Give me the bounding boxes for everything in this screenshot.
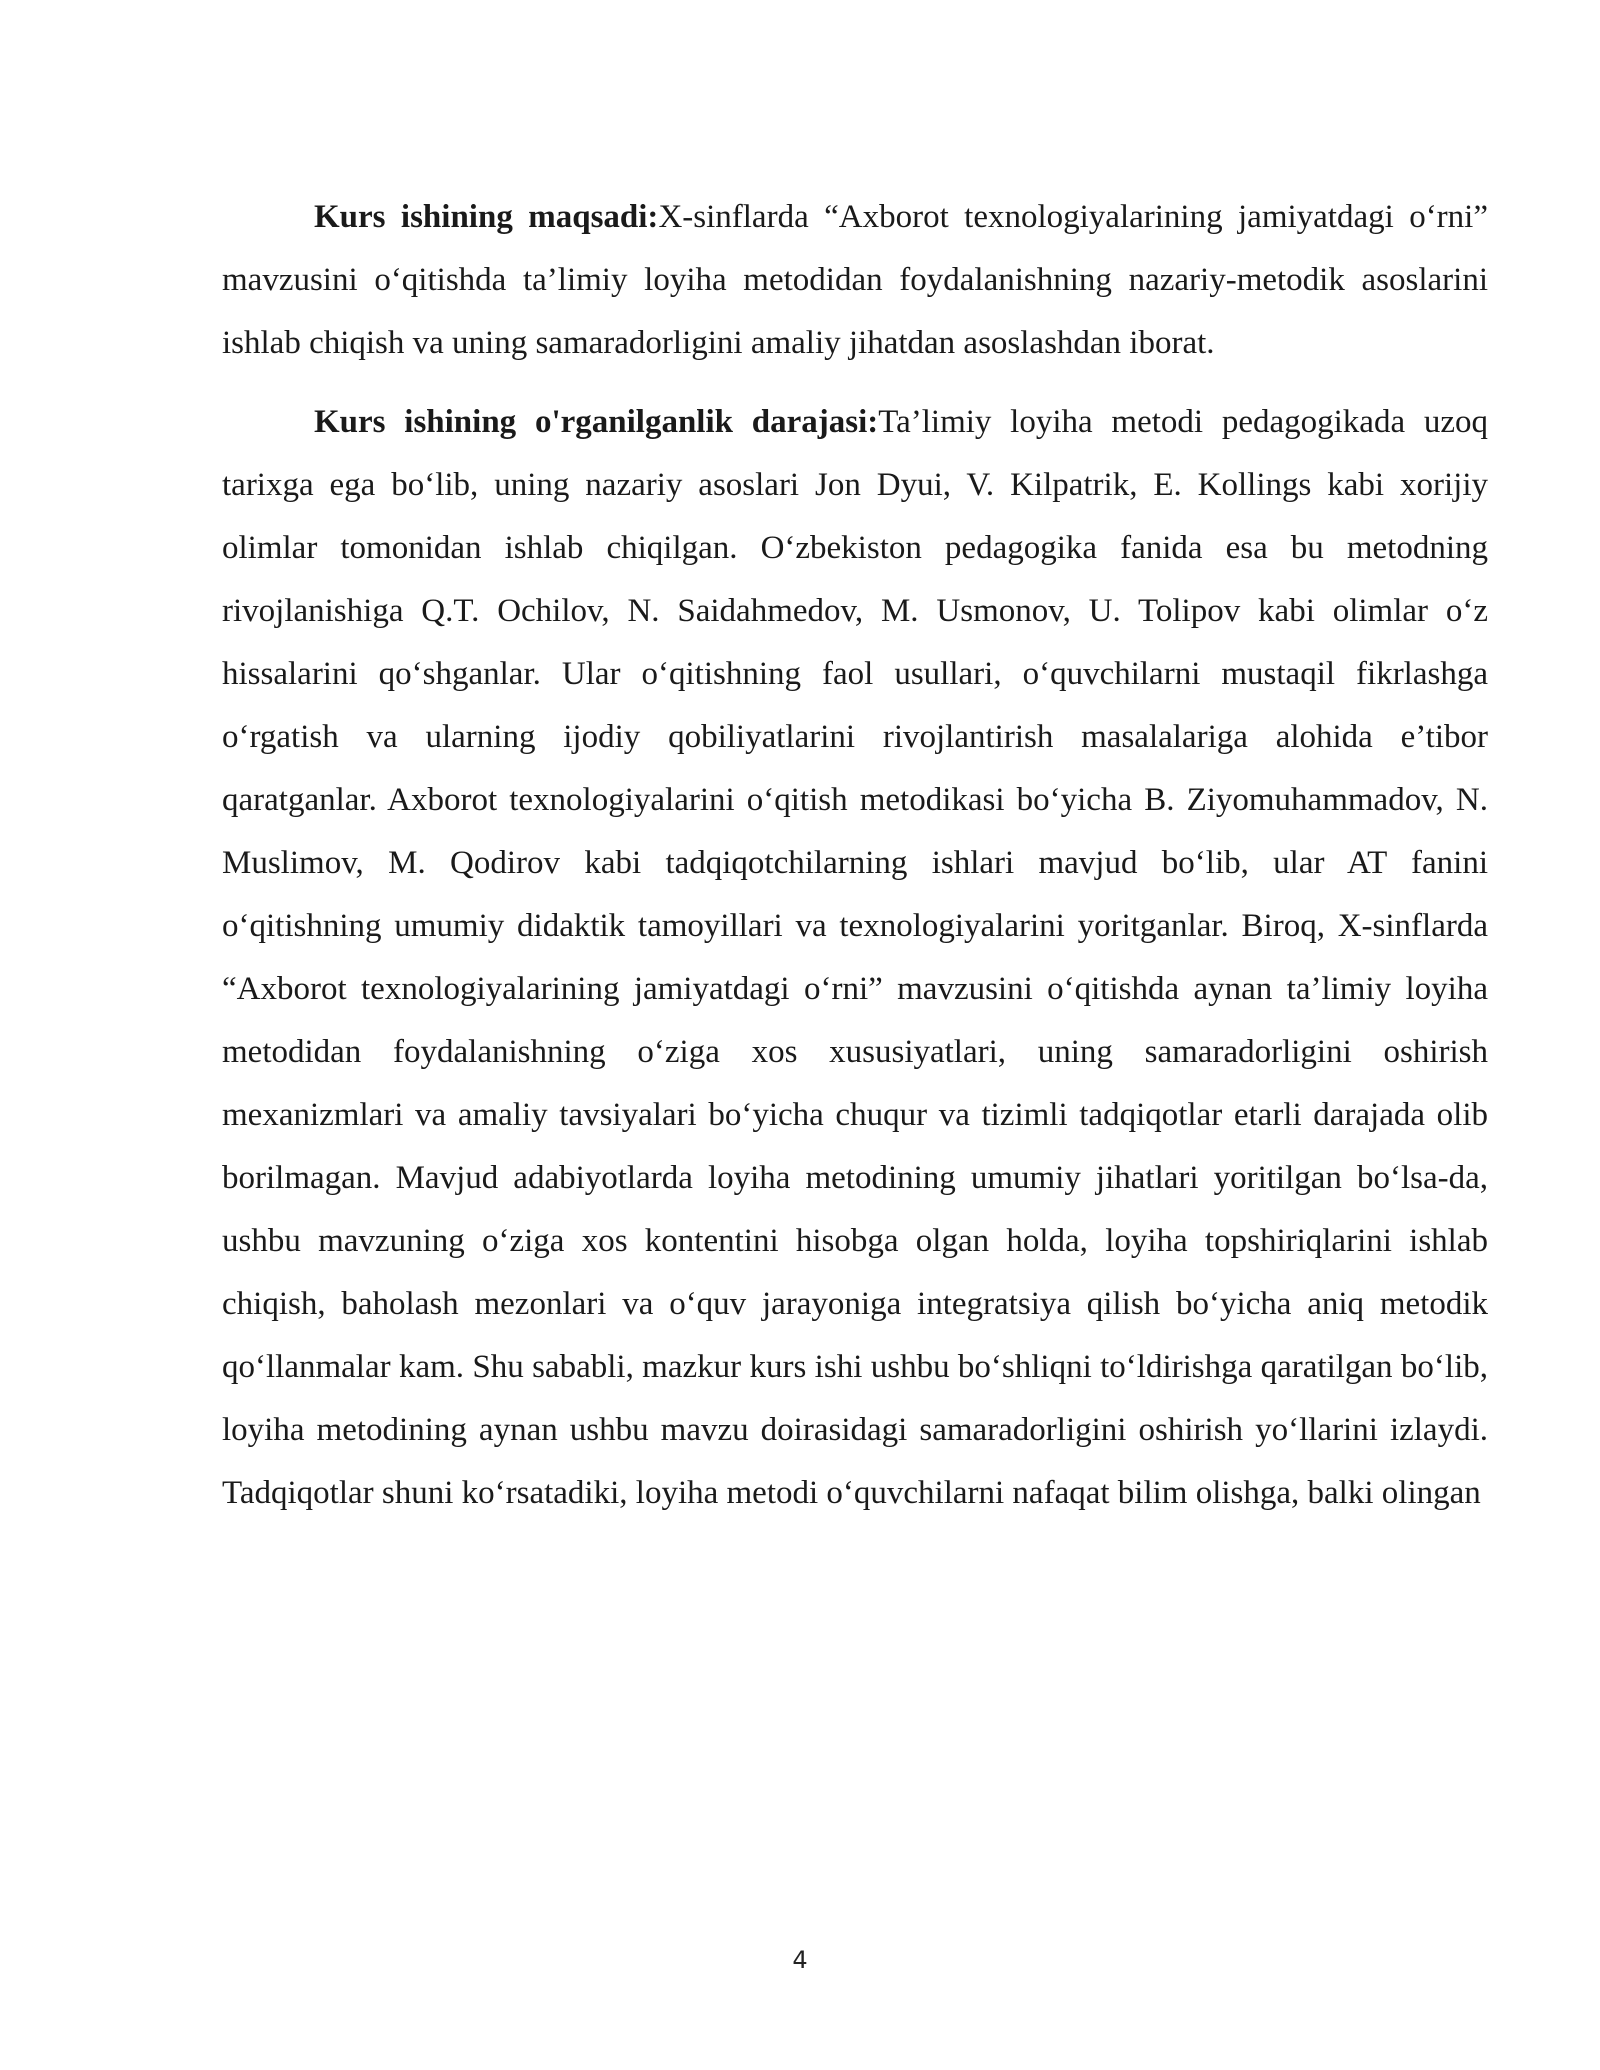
paragraph-study-level bbox=[222, 391, 1488, 1525]
paragraph-text-purpose: X-sinflarda “Axborot texnologiyalarining jamiyatdagi o‘rni” mavzusini o‘qitishda ta’limiy loyiha metodidan foydalanishning nazariy-metodik asoslarini ishlab chiqish va uning samaradorligini amaliy jihatdan asoslashdan iborat. bbox=[222, 199, 1488, 361]
page-body bbox=[222, 186, 1488, 1525]
paragraph-text-study-level: Ta’limiy loyiha metodi pedagogikada uzoq tarixga ega bo‘lib, uning nazariy asoslari Jon Dyui, V. Kilpatrik, E. Kollings kabi xorijiy olimlar tomonidan ishlab chiqilgan. O‘zbekiston pedagogika fanida esa bu metodning rivojlanishiga Q.T. Ochilov, N. Saidahmedov, M. Usmonov, U. Tolipov kabi olimlar o‘z hissalarini qo‘shganlar. Ular o‘qitishning faol usullari, o‘quvchilarni mustaqil fikrlashga o‘rgatish va ularning ijodiy qobiliyatlarini rivojlantirish masalalariga alohida e’tibor qaratganlar. Axborot texnologiyalarini o‘qitish metodikasi bo‘yicha B. Ziyomuhammadov, N. Muslimov, M. Qodirov kabi tadqiqotchilarning ishlari mavjud bo‘lib, ular AT fanini o‘qitishning umumiy didaktik tamoyillari va texnologiyalarini yoritganlar. Biroq, X-sinflarda “Axborot texnologiyalarining jamiyatdagi o‘rni” mavzusini o‘qitishda aynan ta’limiy loyiha metodidan foydalanishning o‘ziga xos xususiyatlari, uning samaradorligini oshirish mexanizmlari va amaliy tavsiyalari bo‘yicha chuqur va tizimli tadqiqotlar etarli darajada olib borilmagan. Mavjud adabiyotlarda loyiha metodining umumiy jihatlari yoritilgan bo‘lsa-da, ushbu mavzuning o‘ziga xos kontentini hisobga olgan holda, loyiha topshiriqlarini ishlab chiqish, baholash mezonlari va o‘quv jarayoniga integratsiya qilish bo‘yicha aniq metodik qo‘llanmalar kam. Shu sababli, mazkur kurs ishi ushbu bo‘shliqni to‘ldirishga qaratilgan bo‘lib, loyiha metodining aynan ushbu mavzu doirasidagi samaradorligini oshirish yo‘llarini izlaydi. Tadqiqotlar shuni ko‘rsatadiki, loyiha metodi o‘quvchilarni nafaqat bilim olishga, balki olingan bbox=[222, 404, 1488, 1511]
paragraph-heading-study-level: Kurs ishining o'rganilganlik darajasi: bbox=[314, 404, 879, 440]
paragraph-heading-purpose: Kurs ishining maqsadi: bbox=[314, 199, 659, 235]
page-number: 4 bbox=[792, 1946, 808, 1974]
paragraph-purpose bbox=[222, 186, 1488, 375]
